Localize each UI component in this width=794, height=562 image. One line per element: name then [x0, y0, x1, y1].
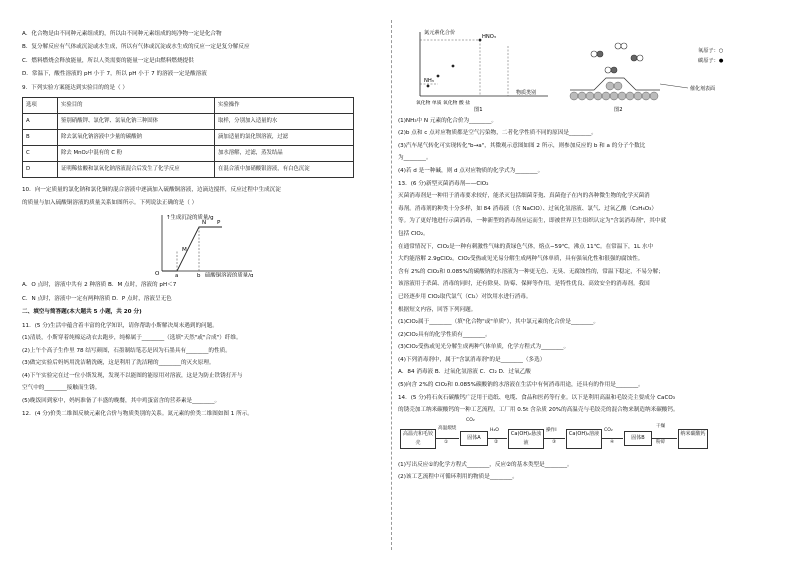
flow-box-suspension: Ca(OH)₂悬浊液 — [508, 429, 544, 449]
q14-sub: (2)该工艺流程中可循环利用的物质是________。 — [398, 474, 518, 481]
q13-sub: A．84 消毒液 B．过氧化氢溶液 C．Cl₂ D．过氧乙酸 — [398, 369, 531, 376]
q11-line: 空气中的________接触而生锈。 — [22, 385, 101, 392]
q9-table — [22, 97, 354, 178]
table-cell: 加水溶解，过滤，蒸发结晶 — [215, 145, 354, 161]
flow-co2b: CO₂ — [604, 427, 613, 433]
fig1-y-label: 氮元素化合价 — [424, 30, 456, 36]
q10-options-2: C．N 点时，溶液中一定有两种溶质 D．P 点时，溶液呈无色 — [22, 295, 172, 302]
graph-origin: O — [155, 270, 160, 277]
graph-point-p: P — [217, 219, 221, 226]
q10-graph — [22, 211, 384, 277]
table-row — [23, 129, 354, 145]
q13-para: 包括 ClO₂。 — [398, 230, 429, 237]
table-cell: A — [23, 113, 58, 129]
catalyst-particles — [570, 82, 658, 100]
flow-arrow — [601, 438, 623, 439]
table-cell: 证明稀盐酸和氯氧化钠溶液混合后发生了化学反应 — [58, 161, 215, 177]
q13-para: 该溶液用于杀菌、消毒的同时，还有除臭、防霉、保鲜等作用，是特性优良、高效安全的消毒剂。我国 — [398, 281, 650, 288]
q13-para: 毒剂。消毒剂的种类十分多样，如 84 消毒液（含 NaClO）、过氧化氢溶液、氯气、过氧乙酸（C₂H₄O₃） — [398, 205, 657, 212]
q12-sub: (3)汽车尾气转化可实现转化"b→a"，其微观示意图如图 2 所示，则参加反应的 b 和 a 的分子个数比 — [398, 142, 646, 149]
table-cell: 滴加适量的氯化钡溶液，过滤 — [215, 129, 354, 145]
flow-label1: ① — [444, 439, 449, 445]
q8-option-a: A．化合物是由不同种元素组成的，所以由不同种元素组成的纯净物一定是化合物 — [22, 31, 222, 37]
q13-para: 含有 2%的 ClO₂和 0.085%的碳酸钠的水溶液为一种更无色、无臭、无腐蚀性的，常温下稳定，不易分解； — [398, 268, 664, 275]
q14-flowchart — [398, 419, 770, 457]
fig2-surface-label: 催化剂表面 — [690, 86, 716, 92]
graph-tick-a: a — [175, 272, 179, 277]
flow-label2: ② — [494, 439, 499, 445]
fig1-hno3-label: HNO₃ — [482, 34, 496, 40]
flow-step5-bot: 粉碎 — [656, 439, 666, 445]
graph-tick-b: b — [197, 272, 201, 277]
flow-arrow — [487, 438, 507, 439]
table-cell: 除去氯氧化钠溶液中少量的碳酸钠 — [58, 129, 215, 145]
q8-option-b: B．复分解反应有气体或沉淀或水生成，所以有气体或沉淀或水生成的反应一定是复分解反应 — [22, 44, 250, 51]
fig2-legend-n: 碳原子：● — [698, 58, 724, 64]
flow-box-solution: Ca(OH)₂溶液 — [566, 429, 602, 449]
flow-box-product: 纳米碳酸钙 — [678, 429, 708, 449]
fig1-caption: 图1 — [474, 107, 483, 112]
q11-line: (4)下午实验完在过一位小斯发现，发现不以能图的能原用对溶液，这是为防止铁锈打开与 — [22, 372, 243, 379]
table-header-cell: 实验操作 — [215, 97, 354, 113]
table-row — [23, 113, 354, 129]
graph-y-label: ↑生成沉淀的质量/g — [166, 214, 214, 221]
q8-option-d: D．常温下，酸性溶液的 pH 小于 7，所以 pH 小于 7 的溶液一定是酸溶液 — [22, 71, 207, 78]
fig2-legend-o: 氧原子：○ — [698, 48, 724, 54]
column-divider — [391, 20, 392, 550]
q13-para: 已经逐步用 ClO₂取代氯气（Cl₂）对饮用水进行消毒。 — [398, 293, 532, 300]
q12-sub: (1)NH₃中 N 元素的化合价为________。 — [398, 117, 498, 124]
fig1-point — [452, 65, 455, 68]
q11-line: (1)清晨，小斯穿着纯棉运动衣去跑步，纯棉属于________（选填"天然"或"合成"）纤维。 — [22, 335, 242, 342]
q13-sub: 根据短文内容，回答下列问题。 — [398, 306, 477, 313]
graph-curve — [162, 227, 222, 271]
q13-sub: (3)ClO₂受热或见光分解生成两种气体单质，化学方程式为________。 — [398, 344, 570, 351]
table-cell: 在混合液中加硝酸银溶液，有白色沉淀 — [215, 161, 354, 177]
flow-arrow — [543, 438, 565, 439]
q13-title: 13．(6 分)新型灭菌消毒剂——ClO₂ — [398, 180, 489, 187]
figure-1 — [416, 28, 548, 112]
table-header-cell: 实验目的 — [58, 97, 215, 113]
flow-step2: H₂O — [490, 427, 499, 433]
flow-label4: ④ — [610, 439, 615, 445]
q11-line: (5)晚饭回到家中，妈妈准备了丰盛的晚餐，其中鸡蛋富含的营养素是________。 — [22, 398, 221, 405]
q13-para: 灭菌消毒剂是一种用于消毒要求较好，能杀灭包括细菌芽孢、真菌孢子在内的各种微生物的化学灭菌消 — [398, 193, 650, 200]
table-cell: D — [23, 161, 58, 177]
left-column — [22, 28, 384, 420]
graph-point-m: M — [182, 246, 187, 253]
section-2-title: 二、填空与简答题(本大题共 5 小题，共 20 分) — [22, 309, 142, 316]
q12-sub: 为________。 — [398, 155, 432, 162]
q13-para: 在通常情况下，ClO₂是一种有刺激性气味的黄绿色气体，熔点−59℃，沸点 11℃。在常温下，1L 水中 — [398, 243, 654, 250]
flow-arrow — [435, 438, 459, 439]
q8-option-c: C．燃料燃烧会释放能量，所以人类需要的能量一定是由燃料燃烧提供 — [22, 57, 194, 64]
q12-sub: (4)若 d 是一种碱，则 d 点对应物质的化学式为________。 — [398, 167, 544, 174]
q11-line: (2)上午个高子生作里 78 结写颜图，石墨制结笔芯是因为石墨具有________的性质。 — [22, 347, 231, 354]
table-header-cell: 选项 — [23, 97, 58, 113]
fig1-point — [437, 75, 440, 78]
q10-line-2: 的质量与加入硫酸铜溶液的质量关系如图所示。下列说法正确的是（ ） — [22, 200, 198, 207]
graph-point-n: N — [202, 219, 207, 226]
flow-box-solid-b: 固体B — [624, 431, 652, 446]
q13-para: 等。为了更好地进行示菌消毒，一种新型的消毒剂应运而生，即被世界卫生组织认定为"含氯消毒剂"，其中就 — [398, 218, 667, 225]
fig1-x-ticks: 氧化物 单质 氧化物 酸 盐 — [416, 101, 471, 106]
table-cell: B — [23, 129, 58, 145]
graph-x-label: 硫酸铜溶液的质量/g — [205, 272, 254, 277]
q13-sub: (5)向含 2%的 ClO₂和 0.085%碳酸钠的水溶液在生活中有何消毒用途，还具有的作用是________。 — [398, 382, 644, 389]
table-row — [23, 161, 354, 177]
q11-line: 11．(5 分)生活中蕴含着丰富的化学知识，请你帮助小斯解决周末遇到的问题。 — [22, 322, 218, 329]
fig1-x-label: 物质类别 — [516, 90, 537, 96]
table-row — [23, 145, 354, 161]
flow-step3: 操作I — [546, 427, 557, 433]
table-cell: 鉴别硝酸钾、氯化钾、氯氧化钠三种固体 — [58, 113, 215, 129]
fig1-point — [427, 85, 430, 88]
table-cell: 除去 MnO₂中混有的 C 粉 — [58, 145, 215, 161]
q10-options-1: A．O 点时，溶液中共有 2 种溶质 B．M 点时，溶液的 pH＜7 — [22, 282, 177, 289]
flow-step5-top: 干燥 — [656, 423, 666, 429]
q13-para: 大约能溶解 2.9gClO₂。ClO₂受热或见光易分解生成两种气体单质，具有强氧化性和很强的腐蚀性。 — [398, 256, 644, 263]
q14-line: 14．(5 分)将石灰石碳酸钙广泛用于造纸、电缆、食品和医药等行业。以下是利用高温和毛铰壳主要成分 CaCO₃ — [398, 394, 676, 401]
right-column — [398, 26, 770, 484]
fig2-caption: 图2 — [614, 107, 623, 112]
q13-sub: (2)ClO₂具有的化学性质有________。 — [398, 331, 491, 338]
q13-sub: (4)下列消毒剂中，属于"含氯消毒剂"的是________（多选） — [398, 356, 546, 363]
flow-arrow — [651, 438, 677, 439]
flow-box-solid-a: 固体A — [460, 431, 488, 446]
flow-step1: 高温煅烧 — [438, 425, 457, 431]
q12-intro: 12．(4 分)价类二维图反映元素化合价与物质类别的关系。氮元素的价类二维图如图 1 所示。 — [22, 410, 253, 417]
figures-row — [398, 26, 770, 112]
fig2-pointer — [660, 84, 688, 88]
fig1-nh3-label: NH₃ — [424, 78, 434, 84]
q13-sub: (1)ClO₂属于________（填"化合物"或"单质"），其中氯元素的化合价是________。 — [398, 319, 599, 326]
table-cell: 取样，分别加入适量的水 — [215, 113, 354, 129]
q9-title: 9．下列实验方案能达到实验目的的是（ ） — [22, 84, 129, 91]
q10-line-1: 10．向一定质量的氯化钠和氯化铜的混合溶液中逐滴加入硫酸铜溶液，边滴边搅拌，反应过程中生成沉淀 — [22, 186, 281, 193]
q11-line: (3)做完实验后妈妈用洗洁精洗碗，这是利用了洗洁精的________的灭火原理。 — [22, 360, 215, 367]
table-cell: C — [23, 145, 58, 161]
flow-co2: CO₂ — [466, 417, 475, 423]
fig1-point — [479, 39, 482, 42]
q12-sub: (2)b 点和 c 点对应物质都是空气污染物，二者化学性质不同的原因是________。 — [398, 130, 597, 137]
q14-sub: (1)写出反应①的化学方程式________，反应②的基本类型是________。 — [398, 461, 573, 468]
q14-line: 的锈壳加工纳米碳酸钙的一种工艺流程，工厂用 0.5t 含杂质 20%的高温壳与毛铰壳的混合物来制造纳米碳酸钙。 — [398, 407, 679, 414]
flow-box-raw: 高温壳和毛铰壳 — [400, 429, 436, 449]
table-header-row — [23, 97, 354, 113]
figure-2 — [570, 43, 724, 112]
molecules — [591, 43, 643, 73]
flow-label3: ③ — [552, 439, 557, 445]
